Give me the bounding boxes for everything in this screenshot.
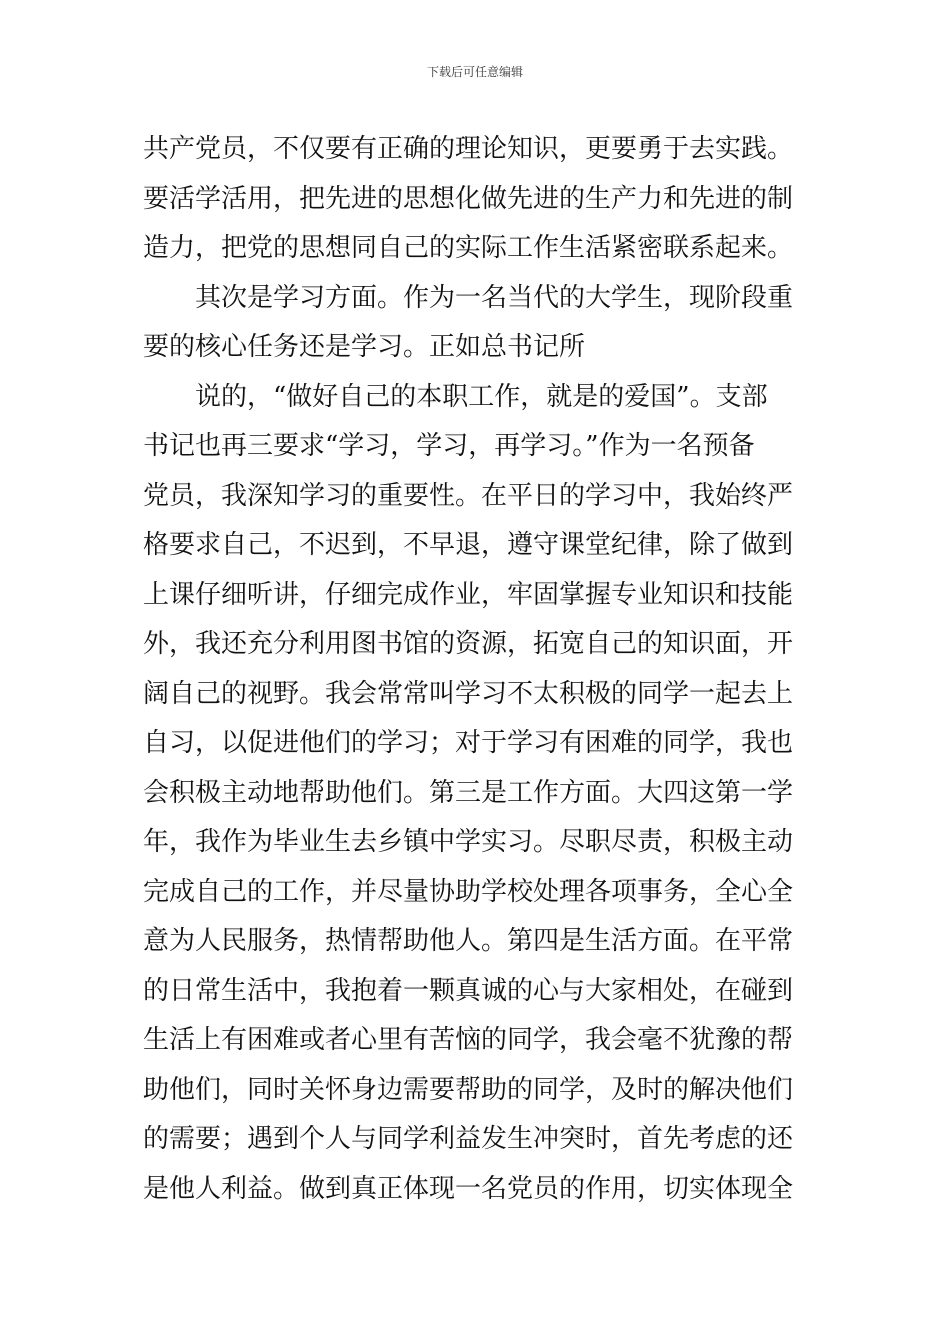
text-line: 的日常生活中，我抱着一颗真诚的心与大家相处，在碰到 — [143, 975, 794, 1006]
text-line: 会积极主动地帮助他们。第三是工作方面。大四这第一学 — [143, 777, 794, 808]
text-line: 外，我还充分利用图书馆的资源，拓宽自己的知识面，开 — [143, 629, 794, 659]
text-line: 助他们，同时关怀身边需要帮助的同学，及时的解决他们 — [143, 1074, 794, 1105]
text-line: 意为人民服务，热情帮助他人。第四是生活方面。在平常 — [143, 926, 794, 956]
text-line: 完成自己的工作，并尽量协助学校处理各项事务，全心全 — [143, 876, 794, 907]
text-line: 是他人利益。做到真正体现一名党员的作用，切实体现全 — [143, 1173, 794, 1204]
text-line: 党员，我深知学习的重要性。在平日的学习中，我始终严 — [143, 480, 794, 511]
text-line: 造力，把党的思想同自己的实际工作生活紧密联系起来。 — [143, 233, 794, 263]
text-line: 要活学活用，把先进的思想化做先进的生产力和先进的制 — [143, 183, 794, 214]
text-line: 年，我作为毕业生去乡镇中学实习。尽职尽责，积极主动 — [143, 827, 794, 857]
text-line: 要的核心任务还是学习。正如总书记所 — [143, 332, 586, 362]
text-line: 格要求自己，不迟到，不早退，遵守课堂纪律，除了做到 — [143, 530, 794, 560]
text-line: 共产党员，不仅要有正确的理论知识，更要勇于去实践。 — [143, 134, 794, 164]
text-line: 生活上有困难或者心里有苦恼的同学，我会毫不犹豫的帮 — [143, 1025, 794, 1055]
text-line: 自习，以促进他们的学习；对于学习有困难的同学，我也 — [143, 728, 794, 758]
paragraph-start-line: 其次是学习方面。作为一名当代的大学生，现阶段重 — [195, 282, 794, 313]
text-line: 书记也再三要求“学习，学习，再学习。”作为一名预备 — [143, 431, 755, 461]
document-body — [143, 125, 807, 1214]
text-line: 阔自己的视野。我会常常叫学习不太积极的同学一起去上 — [143, 678, 794, 709]
paragraph-start-line: 说的，“做好自己的本职工作，就是的爱国”。支部 — [195, 381, 768, 412]
page-header: 下载后可任意编辑 — [426, 65, 523, 79]
text-line: 的需要；遇到个人与同学利益发生冲突时，首先考虑的还 — [143, 1124, 794, 1154]
text-line: 上课仔细听讲，仔细完成作业，牢固掌握专业知识和技能 — [143, 579, 794, 610]
